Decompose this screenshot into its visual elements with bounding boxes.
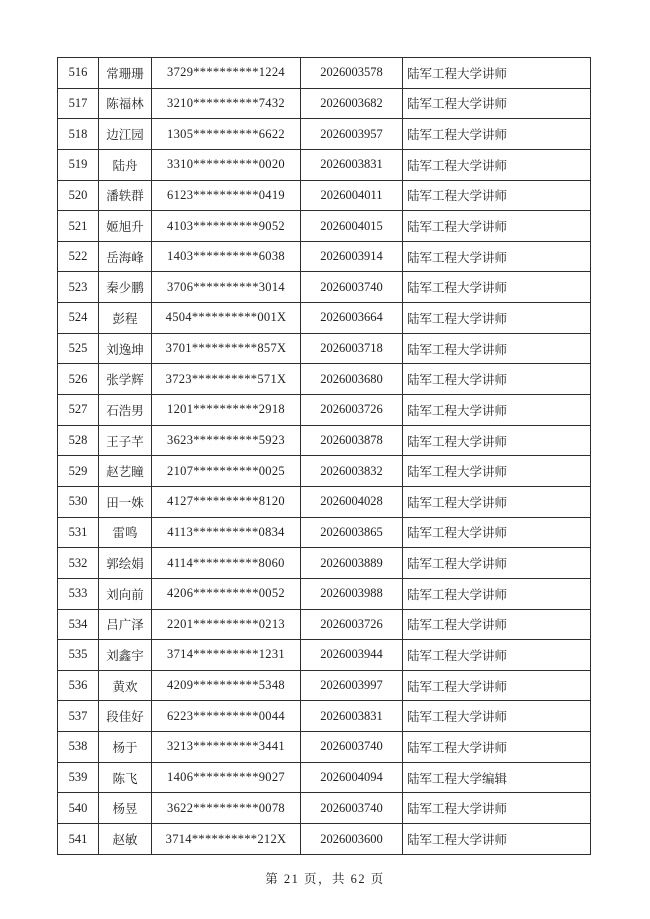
row-sequence-number: 535 — [58, 640, 99, 671]
row-code: 2026003988 — [301, 578, 403, 609]
row-sequence-number: 518 — [58, 119, 99, 150]
row-code: 2026003726 — [301, 609, 403, 640]
table-row — [58, 88, 591, 119]
row-position-title: 陆军工程大学讲师 — [403, 517, 591, 548]
row-code: 2026003726 — [301, 395, 403, 426]
row-code: 2026003578 — [301, 58, 403, 89]
row-position-title: 陆军工程大学讲师 — [403, 548, 591, 579]
row-person-name: 刘向前 — [99, 578, 152, 609]
row-person-name: 杨昱 — [99, 793, 152, 824]
row-position-title: 陆军工程大学讲师 — [403, 486, 591, 517]
row-id-number-masked: 6223**********0044 — [152, 701, 301, 732]
table-row — [58, 425, 591, 456]
row-id-number-masked: 3729**********1224 — [152, 58, 301, 89]
row-sequence-number: 524 — [58, 303, 99, 334]
row-code: 2026003740 — [301, 793, 403, 824]
row-id-number-masked: 2201**********0213 — [152, 609, 301, 640]
row-sequence-number: 516 — [58, 58, 99, 89]
table-row — [58, 180, 591, 211]
row-person-name: 黄欢 — [99, 670, 152, 701]
row-position-title: 陆军工程大学讲师 — [403, 272, 591, 303]
table-row — [58, 670, 591, 701]
row-code: 2026003831 — [301, 149, 403, 180]
row-position-title: 陆军工程大学讲师 — [403, 303, 591, 334]
row-id-number-masked: 1403**********6038 — [152, 241, 301, 272]
row-person-name: 陈福林 — [99, 88, 152, 119]
row-id-number-masked: 1406**********9027 — [152, 762, 301, 793]
table-row — [58, 732, 591, 763]
table-row — [58, 548, 591, 579]
row-sequence-number: 539 — [58, 762, 99, 793]
row-position-title: 陆军工程大学讲师 — [403, 119, 591, 150]
page-number-label: 第 21 页，共 62 页 — [265, 872, 385, 886]
row-position-title: 陆军工程大学讲师 — [403, 732, 591, 763]
row-position-title: 陆军工程大学讲师 — [403, 456, 591, 487]
row-id-number-masked: 4103**********9052 — [152, 211, 301, 242]
row-sequence-number: 537 — [58, 701, 99, 732]
row-position-title: 陆军工程大学讲师 — [403, 149, 591, 180]
row-id-number-masked: 3706**********3014 — [152, 272, 301, 303]
row-code: 2026003865 — [301, 517, 403, 548]
row-person-name: 田一姝 — [99, 486, 152, 517]
row-sequence-number: 522 — [58, 241, 99, 272]
row-person-name: 张学辉 — [99, 364, 152, 395]
row-position-title: 陆军工程大学讲师 — [403, 88, 591, 119]
row-sequence-number: 525 — [58, 333, 99, 364]
table-row — [58, 701, 591, 732]
row-id-number-masked: 3210**********7432 — [152, 88, 301, 119]
table-row — [58, 272, 591, 303]
row-id-number-masked: 3714**********1231 — [152, 640, 301, 671]
table-row — [58, 640, 591, 671]
row-id-number-masked: 1305**********6622 — [152, 119, 301, 150]
row-person-name: 石浩男 — [99, 395, 152, 426]
row-position-title: 陆军工程大学讲师 — [403, 241, 591, 272]
row-id-number-masked: 2107**********0025 — [152, 456, 301, 487]
row-code: 2026003600 — [301, 824, 403, 855]
row-person-name: 赵敏 — [99, 824, 152, 855]
row-person-name: 边江园 — [99, 119, 152, 150]
row-position-title: 陆军工程大学讲师 — [403, 395, 591, 426]
row-person-name: 岳海峰 — [99, 241, 152, 272]
row-position-title: 陆军工程大学讲师 — [403, 670, 591, 701]
table-row — [58, 119, 591, 150]
row-person-name: 彭程 — [99, 303, 152, 334]
row-id-number-masked: 4206**********0052 — [152, 578, 301, 609]
table-row — [58, 303, 591, 334]
row-code: 2026003664 — [301, 303, 403, 334]
row-id-number-masked: 4114**********8060 — [152, 548, 301, 579]
row-position-title: 陆军工程大学讲师 — [403, 640, 591, 671]
row-person-name: 潘轶群 — [99, 180, 152, 211]
row-sequence-number: 519 — [58, 149, 99, 180]
row-code: 2026004015 — [301, 211, 403, 242]
roster-table-body — [58, 58, 591, 855]
row-person-name: 常珊珊 — [99, 58, 152, 89]
table-row — [58, 456, 591, 487]
row-position-title: 陆军工程大学讲师 — [403, 180, 591, 211]
row-person-name: 刘逸坤 — [99, 333, 152, 364]
table-row — [58, 364, 591, 395]
row-sequence-number: 530 — [58, 486, 99, 517]
row-id-number-masked: 4504**********001X — [152, 303, 301, 334]
row-person-name: 陈飞 — [99, 762, 152, 793]
row-person-name: 陆舟 — [99, 149, 152, 180]
row-id-number-masked: 3623**********5923 — [152, 425, 301, 456]
row-sequence-number: 520 — [58, 180, 99, 211]
row-code: 2026003889 — [301, 548, 403, 579]
table-row — [58, 241, 591, 272]
row-position-title: 陆军工程大学讲师 — [403, 333, 591, 364]
table-row — [58, 578, 591, 609]
row-person-name: 赵艺瞳 — [99, 456, 152, 487]
row-id-number-masked: 4209**********5348 — [152, 670, 301, 701]
row-position-title: 陆军工程大学讲师 — [403, 58, 591, 89]
row-sequence-number: 517 — [58, 88, 99, 119]
table-row — [58, 395, 591, 426]
row-sequence-number: 532 — [58, 548, 99, 579]
row-sequence-number: 534 — [58, 609, 99, 640]
row-id-number-masked: 3622**********0078 — [152, 793, 301, 824]
row-code: 2026003944 — [301, 640, 403, 671]
row-sequence-number: 538 — [58, 732, 99, 763]
row-position-title: 陆军工程大学讲师 — [403, 364, 591, 395]
table-row — [58, 333, 591, 364]
row-person-name: 秦少鹏 — [99, 272, 152, 303]
row-position-title: 陆军工程大学讲师 — [403, 211, 591, 242]
row-sequence-number: 536 — [58, 670, 99, 701]
row-person-name: 刘鑫宇 — [99, 640, 152, 671]
row-sequence-number: 527 — [58, 395, 99, 426]
row-id-number-masked: 4127**********8120 — [152, 486, 301, 517]
table-row — [58, 824, 591, 855]
row-code: 2026003831 — [301, 701, 403, 732]
row-sequence-number: 541 — [58, 824, 99, 855]
row-code: 2026003740 — [301, 272, 403, 303]
row-sequence-number: 523 — [58, 272, 99, 303]
row-position-title: 陆军工程大学编辑 — [403, 762, 591, 793]
row-sequence-number: 529 — [58, 456, 99, 487]
table-row — [58, 58, 591, 89]
row-person-name: 段佳好 — [99, 701, 152, 732]
table-row — [58, 149, 591, 180]
row-sequence-number: 526 — [58, 364, 99, 395]
row-sequence-number: 521 — [58, 211, 99, 242]
row-position-title: 陆军工程大学讲师 — [403, 824, 591, 855]
row-code: 2026003997 — [301, 670, 403, 701]
row-id-number-masked: 3701**********857X — [152, 333, 301, 364]
table-row — [58, 211, 591, 242]
row-person-name: 雷鸣 — [99, 517, 152, 548]
row-position-title: 陆军工程大学讲师 — [403, 701, 591, 732]
row-sequence-number: 540 — [58, 793, 99, 824]
table-row — [58, 609, 591, 640]
row-id-number-masked: 1201**********2918 — [152, 395, 301, 426]
row-position-title: 陆军工程大学讲师 — [403, 578, 591, 609]
row-code: 2026003718 — [301, 333, 403, 364]
row-sequence-number: 531 — [58, 517, 99, 548]
row-position-title: 陆军工程大学讲师 — [403, 425, 591, 456]
row-code: 2026003957 — [301, 119, 403, 150]
row-id-number-masked: 3213**********3441 — [152, 732, 301, 763]
row-code: 2026004028 — [301, 486, 403, 517]
row-person-name: 吕广泽 — [99, 609, 152, 640]
row-code: 2026004094 — [301, 762, 403, 793]
row-code: 2026003878 — [301, 425, 403, 456]
row-code: 2026003832 — [301, 456, 403, 487]
row-sequence-number: 528 — [58, 425, 99, 456]
row-id-number-masked: 3714**********212X — [152, 824, 301, 855]
table-row — [58, 762, 591, 793]
row-code: 2026003914 — [301, 241, 403, 272]
row-position-title: 陆军工程大学讲师 — [403, 609, 591, 640]
row-person-name: 郭绘娟 — [99, 548, 152, 579]
row-id-number-masked: 6123**********0419 — [152, 180, 301, 211]
row-code: 2026003740 — [301, 732, 403, 763]
row-position-title: 陆军工程大学讲师 — [403, 793, 591, 824]
row-code: 2026004011 — [301, 180, 403, 211]
row-person-name: 杨于 — [99, 732, 152, 763]
roster-table — [57, 57, 591, 855]
row-id-number-masked: 4113**********0834 — [152, 517, 301, 548]
row-code: 2026003680 — [301, 364, 403, 395]
row-id-number-masked: 3310**********0020 — [152, 149, 301, 180]
table-row — [58, 793, 591, 824]
row-id-number-masked: 3723**********571X — [152, 364, 301, 395]
row-code: 2026003682 — [301, 88, 403, 119]
row-person-name: 姬旭升 — [99, 211, 152, 242]
row-person-name: 王子芊 — [99, 425, 152, 456]
row-sequence-number: 533 — [58, 578, 99, 609]
table-row — [58, 517, 591, 548]
table-row — [58, 486, 591, 517]
